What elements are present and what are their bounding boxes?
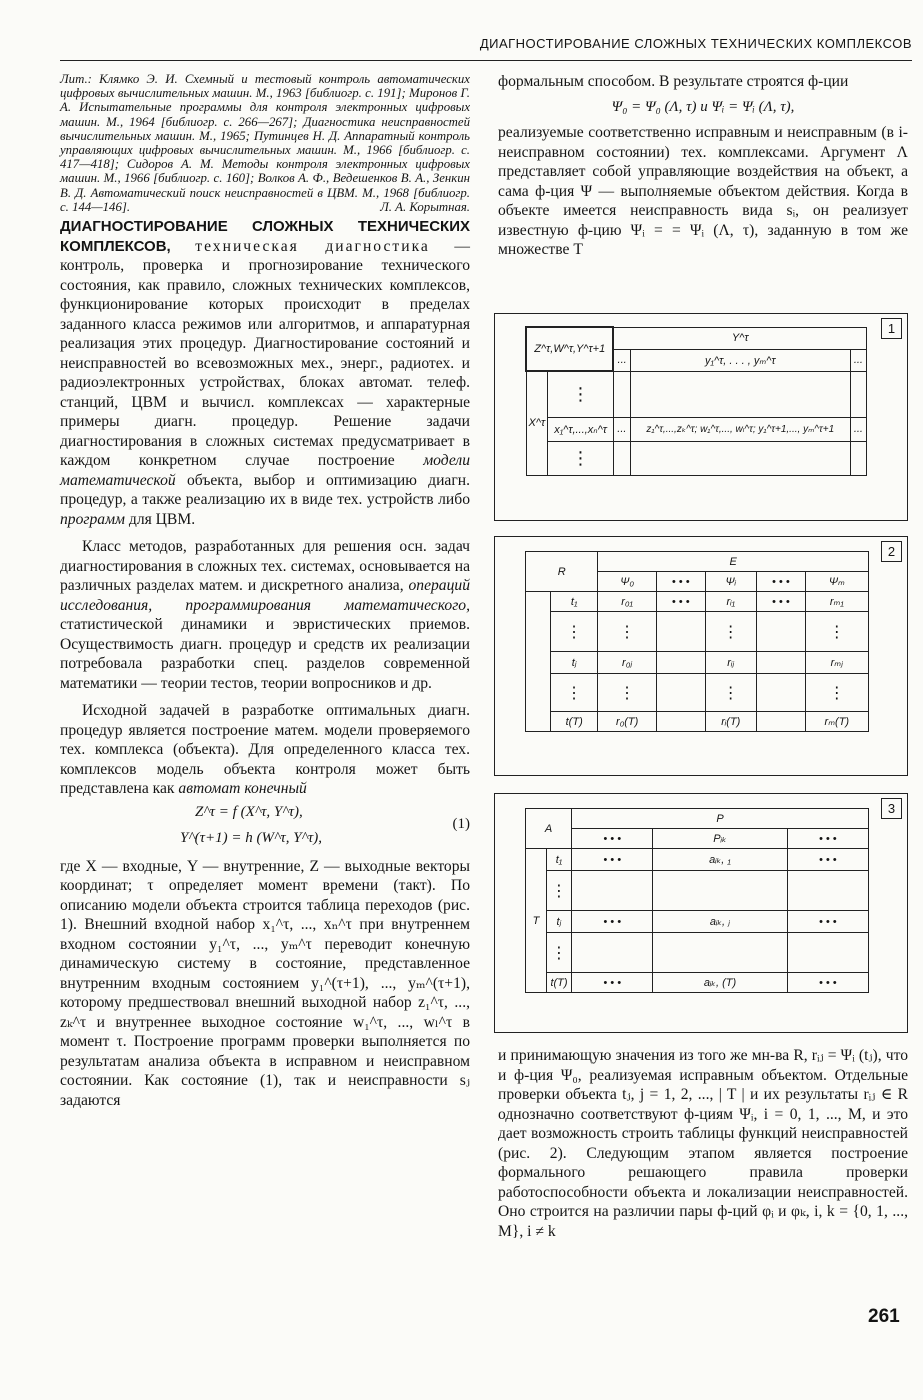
- fig3-dots: • • •: [572, 829, 653, 849]
- fig1-x-row: x₁^τ,...,xₙ^τ: [548, 417, 614, 441]
- p3-text: Исходной задачей в разработке оптимальных диагн. процедур является построение матем. модели проверяемого тех. комплекса (объекта). Для определенного класса тех. комплексов модель объекта контроля может быть представлена как: [60, 702, 470, 798]
- right-paragraph-bottom: и принимающую значения из того же мн-ва R, rᵢⱼ = Ψᵢ (tⱼ), что и ф-ция Ψ₀, реализуемая исправным объектом. Отдельные проверки объекта tⱼ, j = 1, 2, ..., | T | и их результаты rᵢⱼ ∈ R однозначно соответствуют ф-циям Ψᵢ, i = 0, 1, ..., M, и это дает возможность строить таблицы функций неисправностей (рис. 2). Следующим этапом является построение формального решающего правила проверки работоспособности объекта и локализации неисправностей. Оно строится на различии пары ф-ций φᵢ и φₖ, i, k = {0, 1, ..., M}, i ≠ k: [498, 1047, 908, 1240]
- fig2-E: E: [598, 552, 869, 572]
- fig2-rij: rᵢⱼ: [705, 652, 757, 674]
- fig3-T: T: [526, 849, 547, 993]
- fig2-psii: Ψᵢ: [705, 572, 757, 592]
- fig1-vdots: ⋮: [548, 371, 614, 417]
- fig3-P: P: [572, 809, 869, 829]
- fig2-dots: • • •: [656, 592, 705, 612]
- fig3-tT: t(T): [547, 973, 572, 993]
- check-table: [525, 808, 869, 993]
- fig2-vdots: ⋮: [598, 612, 657, 652]
- fig2-vdots: ⋮: [598, 674, 657, 712]
- fig3-dots: • • •: [572, 849, 653, 871]
- header-rule: [60, 60, 912, 61]
- fig2-vdots: ⋮: [551, 612, 598, 652]
- fig2-rmj: rₘⱼ: [805, 652, 868, 674]
- article-heading: ДИАГНОСТИРОВАНИЕ СЛОЖНЫХ ТЕХНИЧЕСКИХ КОМПЛЕКСОВ,: [60, 218, 470, 255]
- figure-1-number: 1: [881, 318, 902, 339]
- fig2-rmT: rₘ(T): [805, 712, 868, 732]
- fig2-r01: r₀₁: [598, 592, 657, 612]
- link-automaton: автомат конечный: [178, 780, 307, 798]
- running-header: ДИАГНОСТИРОВАНИЕ СЛОЖНЫХ ТЕХНИЧЕСКИХ КОМПЛЕКСОВ: [479, 36, 912, 51]
- fig2-psim: Ψₘ: [805, 572, 868, 592]
- fig1-x-label: X^τ: [526, 371, 548, 475]
- fig3-dots: • • •: [787, 973, 868, 993]
- paragraph-3: [60, 701, 470, 799]
- paragraph-2: [60, 537, 470, 693]
- fig2-vdots: ⋮: [805, 612, 868, 652]
- fig2-dots: • • •: [757, 592, 806, 612]
- fig1-vdots: ⋮: [548, 441, 614, 475]
- equation-1: [60, 799, 470, 857]
- paragraph-4: где X — входные, Y — внутренние, Z — выходные векторы координат; τ определяет момент времени (такт). По описанию модели объекта строится таблица переходов (рис. 1). Внешний входной набор x₁^τ, ..., xₙ^τ при внутреннем входном состоянии y₁^τ, ..., yₘ^τ переводит конечную динамическую систему в состояние, представленное внутренним входным состоянием y₁^(τ+1), ..., yₘ^(τ+1), которому предшествовал внешний выходной набор z₁^τ, ..., zₖ^τ и внутреннее выходное состояние w₁^τ, ..., wₗ^τ в момент τ. Построение программ проверки выполняется по результатам анализа объекта в исправном и неисправном состоянии. Как состояние (1), так и неисправности sⱼ задаются: [60, 857, 470, 1109]
- figure-3: [494, 793, 908, 1033]
- figure-1: [494, 313, 908, 521]
- fig2-r0j: r₀ⱼ: [598, 652, 657, 674]
- fig2-ri1: rᵢ₁: [705, 592, 757, 612]
- fig1-dots: ...: [613, 417, 630, 441]
- fig2-rm1: rₘ₁: [805, 592, 868, 612]
- p2-links: операций исследования, программирования математического,: [60, 577, 470, 614]
- paragraph-1a: — контроль, проверка и прогнозирование технического состояния, как правило, сложных технических комплексов, функционирование которых происходит в пределах заданного класса режимов или алгоритмов, и аппаратурная реализация этих процедур. Диагностирование состояний и неисправностей во всевозможных мех., энерг., радиотех. и радиоэлектронных устройствах, блоках автомат. телеф. станций, ЦВМ и вычисл. комплексах — характерные примеры диагн. процедур. Решение задачи диагностирования в сложных системах предусматривает в каждом конкретном случае построение: [60, 237, 470, 470]
- fig3-A: A: [526, 809, 572, 849]
- fig2-r0T: r₀(T): [598, 712, 657, 732]
- author-signature: Л. А. Корытная.: [380, 199, 470, 214]
- figure-3-number: 3: [881, 798, 902, 819]
- paragraph-1b: объекта, выбор и оптимизацию диагн. процедур, а также реализацию их в виде тех. устройств либо: [60, 471, 470, 509]
- fig2-riT: rᵢ(T): [705, 712, 757, 732]
- fig2-vdots: ⋮: [705, 674, 757, 712]
- fig2-t1: t₁: [551, 592, 598, 612]
- right-paragraph-a: формальным способом. В результате строятся ф-ции: [498, 73, 849, 90]
- fig1-cell: z₁^τ,...,zₖ^τ; w₁^τ,..., wₗ^τ; y₁^τ+1,..., yₘ^τ+1: [630, 417, 850, 441]
- fig3-vdots: ⋮: [547, 871, 572, 911]
- fig2-vdots: ⋮: [705, 612, 757, 652]
- fig3-dots: • • •: [787, 911, 868, 933]
- fig3-dots: • • •: [572, 911, 653, 933]
- fig3-dots: • • •: [787, 849, 868, 871]
- fig1-dots: ...: [850, 417, 866, 441]
- fig3-vdots: ⋮: [547, 933, 572, 973]
- equation-line-1: Z^τ = f (X^τ, Y^τ),: [195, 803, 303, 820]
- psi-formula: Ψ₀ = Ψ₀ (Λ, τ) и Ψᵢ = Ψᵢ (Λ, τ),: [611, 98, 795, 115]
- fig3-pik: Pᵢₖ: [653, 829, 787, 849]
- fig3-t1: t₁: [547, 849, 572, 871]
- figure-2: [494, 536, 908, 776]
- fig2-psi0: Ψ₀: [598, 572, 657, 592]
- fig1-corner: Z^τ,W^τ,Y^τ+1: [526, 327, 613, 371]
- right-column-bottom: [498, 1046, 908, 1241]
- fig3-tj: tⱼ: [547, 911, 572, 933]
- equation-line-2: Y^(τ+1) = h (W^τ, Y^τ),: [180, 829, 322, 846]
- fig1-y-header: Y^τ: [613, 327, 866, 349]
- fig3-aT: aᵢₖ, (T): [653, 973, 787, 993]
- transition-table: [525, 326, 867, 476]
- page-number: 261: [868, 1306, 900, 1327]
- fig1-dots: ...: [850, 349, 866, 371]
- equation-number: (1): [452, 815, 470, 832]
- fig3-dots: • • •: [572, 973, 653, 993]
- p2-text-b: статистической динамики и эвристических приемов. Осуществимость диагн. процедур и средств их реализации потребовала разработки спец. разделов современной математики — теории тестов, теории вопросников и др.: [60, 616, 470, 692]
- fig3-dots: • • •: [787, 829, 868, 849]
- fault-table: [525, 551, 869, 732]
- fig2-vdots: ⋮: [551, 674, 598, 712]
- fig1-dots: ...: [613, 349, 630, 371]
- figure-2-number: 2: [881, 541, 902, 562]
- fig1-y-columns: y₁^τ, . . . , yₘ^τ: [630, 349, 850, 371]
- link-programs: программ: [60, 510, 125, 528]
- fig2-dots: • • •: [656, 572, 705, 592]
- p2-text-a: Класс методов, разработанных для решения осн. задач диагностирования в сложных тех. системах, основывается на различных разделах матем. и дискретного анализа,: [60, 538, 470, 595]
- left-column: [60, 72, 470, 1110]
- fig2-dots: • • •: [757, 572, 806, 592]
- fig3-a1: aᵢₖ, ₁: [653, 849, 787, 871]
- fig2-R: R: [526, 552, 598, 592]
- fig2-tT: t(T): [551, 712, 598, 732]
- literature-block: [60, 72, 470, 214]
- paragraph-1c: для ЦВМ.: [124, 510, 196, 528]
- right-paragraph-b: реализуемые соответственно исправным и неисправным (в i-неисправном состоянии) тех. комплексами. Аргумент Λ представляет собой управляющие воздействия на объект, а сама ф-ция Ψ — выполняемые объектом действия. Когда в объекте имеется неисправность вида sᵢ, он реализует известную ф-цию Ψᵢ = = Ψᵢ (Λ, τ), заданную в том же множестве T: [498, 124, 908, 258]
- term: техническая диагностика: [195, 237, 430, 255]
- fig2-vdots: ⋮: [805, 674, 868, 712]
- right-column-top: [498, 72, 908, 260]
- link-math-model: модели математической: [60, 452, 470, 489]
- article-start: [60, 217, 470, 529]
- literature-text: Лит.: Клямко Э. И. Схемный и тестовый контроль автоматических цифровых вычислительных машин. М., 1963 [библиогр. с. 191]; Миронов Г. А. Испытательные программы для контроля электронных цифровых машин. М., 1964 [библиогр. с. 266—267]; Диагностика неисправностей вычислительных машин. М., 1965; Путинцев Н. Д. Аппаратный контроль управляющих цифровых вычислительных машин. М., 1966 [библиогр. с. 417—418]; Сидоров А. М. Методы контроля электронных цифровых машин. М., 1966 [библиогр. с. 160]; Волков А. Ф., Ведешенков В. А., Зенкин В. Д. Автоматический поиск неисправностей в ЦВМ. М., 1968 [библиогр. с. 144—146].: [60, 72, 470, 214]
- fig3-aj: aᵢₖ, ⱼ: [653, 911, 787, 933]
- fig2-tj: tⱼ: [551, 652, 598, 674]
